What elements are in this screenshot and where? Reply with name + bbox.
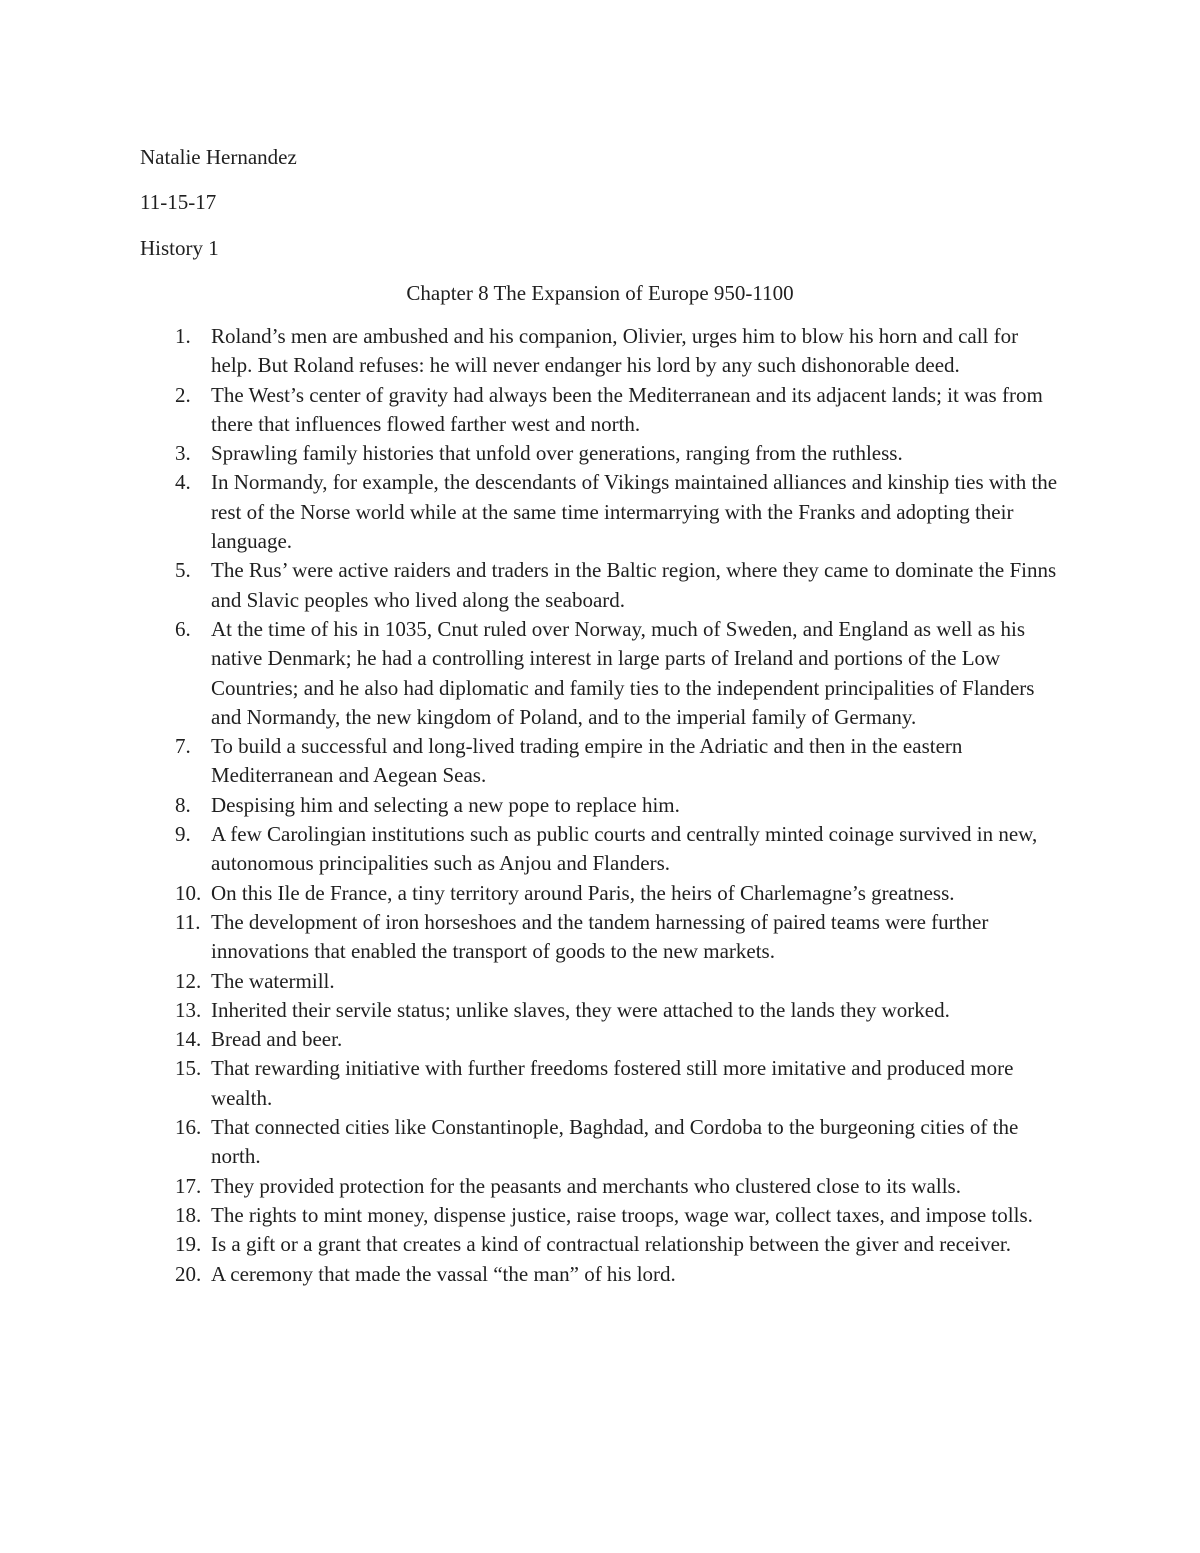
list-item-number: 9.: [175, 822, 191, 847]
list-item-text: Roland’s men are ambushed and his companion, Olivier, urges him to blow his horn and call for help. But Roland refuses: he will never endanger his lord by any such dishonorable deed.: [211, 324, 1019, 378]
list-item-number: 15.: [175, 1056, 202, 1081]
list-item-text: Bread and beer.: [211, 1027, 343, 1052]
list-item-number: 4.: [175, 470, 191, 495]
list-item-text: That rewarding initiative with further freedoms fostered still more imitative and produced more wealth.: [211, 1056, 1014, 1110]
list-item: [140, 1172, 1060, 1201]
list-item-text: Despising him and selecting a new pope to replace him.: [211, 792, 680, 817]
list-item: [140, 791, 1060, 820]
list-item: [140, 996, 1060, 1025]
list-item-number: 19.: [175, 1232, 202, 1257]
list-item-text: In Normandy, for example, the descendants of Vikings maintained alliances and kinship ties with the rest of the Norse world while at the same time intermarrying with the Franks and adopting their language.: [211, 470, 1058, 554]
list-item-number: 20.: [175, 1261, 202, 1286]
list-item-text: Inherited their servile status; unlike slaves, they were attached to the lands they worked.: [211, 997, 950, 1022]
list-item: [140, 1054, 1060, 1113]
list-item-text: They provided protection for the peasants and merchants who clustered close to its walls.: [211, 1173, 961, 1198]
list-item-number: 17.: [175, 1173, 202, 1198]
list-item: [140, 468, 1060, 556]
list-item: [140, 732, 1060, 791]
list-item-text: The rights to mint money, dispense justice, raise troops, wage war, collect taxes, and impose tolls.: [211, 1202, 1033, 1227]
list-item: [140, 879, 1060, 908]
list-item: [140, 908, 1060, 967]
list-item-number: 8.: [175, 792, 191, 817]
list-item-number: 13.: [175, 997, 202, 1022]
list-item-number: 6.: [175, 616, 191, 641]
list-item-text: Sprawling family histories that unfold over generations, ranging from the ruthless.: [211, 441, 903, 466]
list-item: [140, 1230, 1060, 1259]
list-item-number: 3.: [175, 441, 191, 466]
list-item-number: 5.: [175, 558, 191, 583]
list-item: [140, 1025, 1060, 1054]
list-item-text: A few Carolingian institutions such as public courts and centrally minted coinage survived in new, autonomous principalities such as Anjou and Flanders.: [211, 822, 1038, 876]
list-item-text: The watermill.: [211, 968, 335, 993]
list-item-text: A ceremony that made the vassal “the man” of his lord.: [211, 1261, 676, 1286]
list-item: [140, 322, 1060, 381]
list-item: [140, 1260, 1060, 1289]
list-item: [140, 556, 1060, 615]
list-item-text: The West’s center of gravity had always been the Mediterranean and its adjacent lands; it was from there that influences flowed farther west and north.: [211, 382, 1043, 436]
author-name: Natalie Hernandez: [140, 145, 297, 169]
list-item-number: 14.: [175, 1027, 202, 1052]
list-item-text: To build a successful and long-lived trading empire in the Adriatic and then in the eastern Mediterranean and Aegean Seas.: [211, 734, 963, 788]
list-item: [140, 1113, 1060, 1172]
list-item-number: 18.: [175, 1202, 202, 1227]
list-item-number: 12.: [175, 968, 202, 993]
list-item: [140, 1201, 1060, 1230]
list-item-number: 7.: [175, 734, 191, 759]
course-name: History 1: [140, 236, 219, 260]
list-item: [140, 381, 1060, 440]
document-title: Chapter 8 The Expansion of Europe 950-1100: [406, 281, 794, 305]
list-item-text: On this Ile de France, a tiny territory around Paris, the heirs of Charlemagne’s greatness.: [211, 880, 955, 905]
list-item-text: The Rus’ were active raiders and traders in the Baltic region, where they came to dominate the Finns and Slavic peoples who lived along the seaboard.: [211, 558, 1057, 612]
list-item-text: At the time of his in 1035, Cnut ruled over Norway, much of Sweden, and England as well as his native Denmark; he had a controlling interest in large parts of Ireland and portions of the Low Countries; and he also had diplomatic and family ties to the independent principalities of Flanders and Normandy, the new kingdom of Poland, and to the imperial family of Germany.: [211, 616, 1035, 729]
list-item-number: 1.: [175, 324, 191, 348]
answers-list: [140, 322, 1060, 1289]
list-item-number: 2.: [175, 382, 191, 407]
list-item-text: Is a gift or a grant that creates a kind of contractual relationship between the giver and receiver.: [211, 1232, 1011, 1257]
list-item: [140, 615, 1060, 732]
list-item-text: The development of iron horseshoes and the tandem harnessing of paired teams were further innovations that enabled the transport of goods to the new markets.: [211, 909, 989, 964]
list-item: [140, 439, 1060, 468]
document-date: 11-15-17: [140, 190, 217, 214]
list-item: [140, 820, 1060, 879]
list-item-number: 11.: [175, 909, 201, 934]
list-item-number: 10.: [175, 880, 202, 905]
list-item-text: That connected cities like Constantinople, Baghdad, and Cordoba to the burgeoning cities of the north.: [211, 1115, 1019, 1169]
list-item-number: 16.: [175, 1115, 202, 1140]
list-item: [140, 967, 1060, 996]
